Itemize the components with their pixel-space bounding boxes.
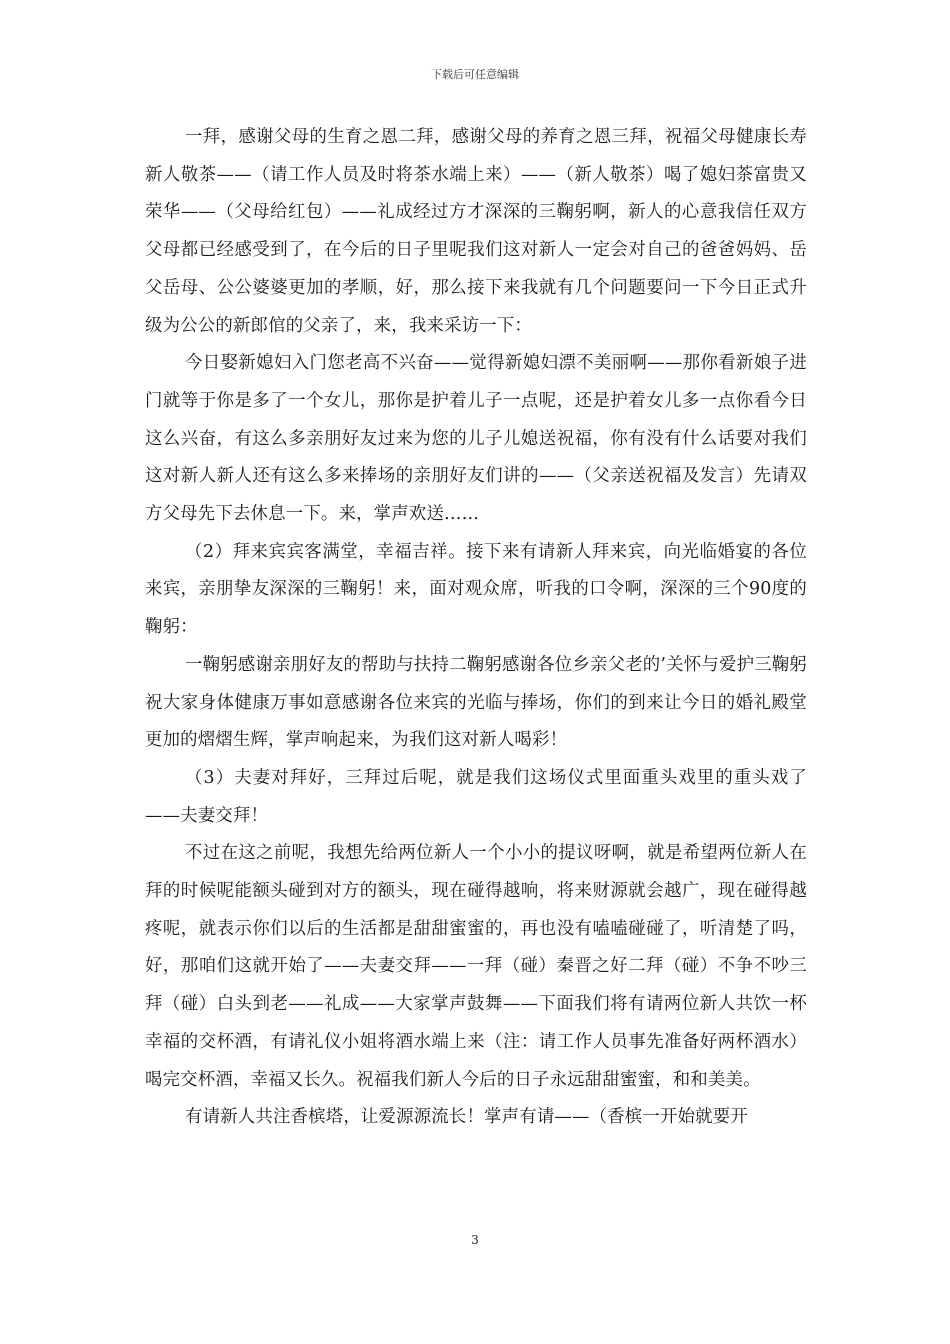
paragraph-4: 一鞠躬感谢亲朋好友的帮助与扶持二鞠躬感谢各位乡亲父老的’关怀与爱护三鞠躬祝大家身体健康万事如意感谢各位来宾的光临与捧场，你们的到来让今日的婚礼殿堂更加的熠熠生辉，掌声响起来，为我们这对新人喝彩！ <box>145 654 807 751</box>
paragraph-3: （2）拜来宾宾客满堂，幸福吉祥。接下来有请新人拜来宾，向光临婚宴的各位来宾，亲朋挚友深深的三鞠躬！来，面对观众席，听我的口令啊，深深的三个90度的鞠躬： <box>145 541 807 638</box>
paragraph-6: 不过在这之前呢，我想先给两位新人一个小小的提议呀啊，就是希望两位新人在拜的时候呢能额头碰到对方的额头，现在碰得越响，将来财源就会越广，现在碰得越疼呢，就表示你们以后的生活都是甜甜蜜蜜的，再也没有嗑嗑碰碰了，听清楚了吗，好，那咱们这就开始了——夫妻交拜——一拜（碰）秦晋之好二拜（碰）不争不吵三拜（碰）白头到老——礼成——大家掌声鼓舞——下面我们将有请两位新人共饮一杯幸福的交杯酒，有请礼仪小姐将酒水端上来（注：请工作人员事先准备好两杯酒水）喝完交杯酒，幸福又长久。祝福我们新人今后的日子永远甜甜蜜蜜，和和美美。 <box>145 843 807 1090</box>
document-body <box>145 119 807 1137</box>
paragraph-1: 一拜，感谢父母的生育之恩二拜，感谢父母的养育之恩三拜，祝福父母健康长寿新人敬茶——（请工作人员及时将茶水端上来）——（新人敬茶）喝了媳妇茶富贵又荣华——（父母给红包）——礼成经过方才深深的三鞠躬啊，新人的心意我信任双方父母都已经感受到了，在今后的日子里呢我们这对新人一定会对自己的爸爸妈妈、岳父岳母、公公婆婆更加的孝顺，好，那么接下来我就有几个问题要问一下今日正式升级为公公的新郎倌的父亲了，来，我来采访一下： <box>145 127 807 336</box>
page-header: 下载后可任意编辑 <box>431 68 519 81</box>
paragraph-2: 今日娶新媳妇入门您老高不兴奋——觉得新媳妇漂不美丽啊——那你看新娘子进门就等于你是多了一个女儿，那你是护着儿子一点呢，还是护着女儿多一点你看今日这么兴奋，有这么多亲朋好友过来为您的儿子儿媳送祝福，你有没有什么话要对我们这对新人新人还有这么多来捧场的亲朋好友们讲的——（父亲送祝福及发言）先请双方父母先下去休息一下。来，掌声欢送…… <box>145 353 807 525</box>
paragraph-7: 有请新人共注香槟塔，让爱源源流长！掌声有请——（香槟一开始就要开 <box>185 1107 748 1128</box>
paragraph-5: （3）夫妻对拜好，三拜过后呢，就是我们这场仪式里面重头戏里的重头戏了——夫妻交拜！ <box>145 767 807 826</box>
page-number: 3 <box>471 1233 479 1247</box>
